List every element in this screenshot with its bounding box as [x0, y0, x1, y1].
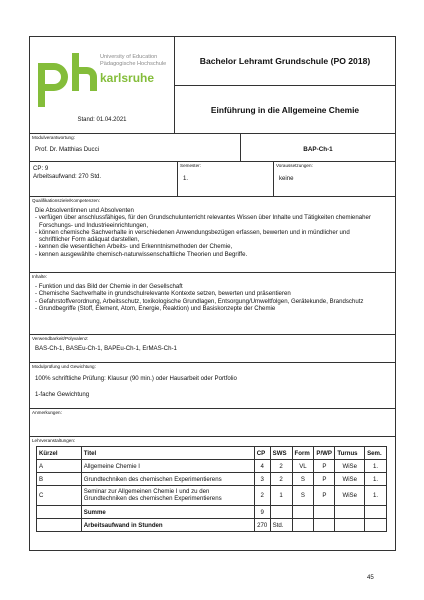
title-block: [175, 37, 395, 133]
modulverantwortung-row: [30, 134, 395, 162]
modulverantwortung-cell: [30, 134, 241, 161]
sem-cell: 1.: [365, 486, 387, 506]
form-cell: VL: [292, 460, 314, 473]
empty-cell: [314, 506, 335, 519]
empty-cell: [37, 506, 82, 519]
lehrveranstaltungen-row: [30, 437, 395, 550]
qualifikationsziele-line: Forschungs- und Industrieeinrichtungen,: [39, 221, 149, 229]
turnus-cell: WiSe: [335, 460, 365, 473]
qualifikationsziele-line: Die Absolventinnen und Absolventen: [35, 207, 134, 214]
qualifikationsziele-label: Qualifikationsziele/Kompetenzen:: [32, 198, 100, 203]
qualifikationsziele-line: - kennen die wesentlichen Arbeits- und Erkenntnismethoden der Chemie,: [35, 243, 233, 251]
lehrveranstaltungen-cell: [30, 437, 395, 550]
summe-cp: 9: [254, 506, 270, 519]
module-sheet: [29, 36, 396, 551]
qualifikationsziele-line: - können chemische Sachverhalte in verschiedenen Anwendungsbezügen erfassen, bewerten und in mündlicher und: [35, 228, 350, 236]
table-row: [37, 460, 387, 473]
module-code-cell: [241, 134, 395, 161]
qualifikationsziele-line: schriftlicher Form adäquat darstellen,: [39, 236, 140, 244]
pwp-cell: P: [314, 473, 335, 486]
anmerkungen-row: [30, 409, 395, 437]
table-row: [37, 486, 387, 506]
module-code: BAP-Ch-1: [303, 146, 333, 153]
empty-cell: [37, 519, 82, 532]
empty-cell: [292, 519, 314, 532]
col-header: Kürzel: [37, 447, 82, 460]
table-header-row: [37, 447, 387, 460]
aufwand-value: 270: [254, 519, 270, 532]
empty-cell: [292, 506, 314, 519]
ph-karlsruhe-logo: [36, 51, 170, 111]
header-row: [30, 37, 395, 134]
summe-row: [37, 506, 387, 519]
col-header: P/WP: [314, 447, 335, 460]
aufwand-row: [37, 519, 387, 532]
logo-city: karlsruhe: [100, 71, 155, 85]
page-number: 45: [367, 574, 374, 581]
modulpruefung-line2: 1-fache Gewichtung: [35, 391, 90, 398]
logo-line2: Pädagogische Hochschule: [100, 61, 167, 67]
col-header: Form: [292, 447, 314, 460]
inhalte-list: [35, 283, 363, 312]
col-header: SWS: [270, 447, 292, 460]
qualifikationsziele-cell: [30, 197, 395, 272]
semester-cell: [178, 162, 274, 196]
pwp-cell: P: [314, 460, 335, 473]
anmerkungen-label: Anmerkungen:: [32, 410, 62, 415]
voraussetzungen-cell: [274, 162, 395, 196]
modulverantwortung-label: Modulverantwortung:: [32, 135, 75, 140]
titel-cell: Allgemeine Chemie I: [81, 460, 254, 473]
empty-cell: [335, 519, 365, 532]
arbeitsaufwand-value: Arbeitsaufwand: 270 Std.: [33, 173, 102, 180]
cp-cell: 2: [254, 486, 270, 506]
lehrveranstaltungen-label: Lehrveranstaltungen:: [32, 438, 76, 443]
cp-cell: [30, 162, 178, 196]
aufwand-label: Arbeitsaufwand in Stunden: [81, 519, 254, 532]
sws-cell: 1: [270, 486, 292, 506]
program-title: Bachelor Lehramt Grundschule (PO 2018): [175, 37, 395, 86]
cp-value: CP: 9: [33, 165, 49, 172]
modulpruefung-row: [30, 363, 395, 409]
titel-cell: Grundtechniken des chemischen Experimentierens: [81, 473, 254, 486]
col-header: CP: [254, 447, 270, 460]
aufwand-unit: Std.: [270, 519, 292, 532]
sws-cell: 2: [270, 473, 292, 486]
lehrveranstaltungen-table: [36, 446, 387, 532]
cp-cell: 3: [254, 473, 270, 486]
turnus-cell: WiSe: [335, 486, 365, 506]
semester-label: Semester:: [180, 163, 201, 168]
anmerkungen-cell: [30, 409, 395, 436]
kuerzel-cell: A: [37, 460, 82, 473]
table-row: [37, 473, 387, 486]
empty-cell: [314, 519, 335, 532]
verwendbarkeit-value: BAS-Ch-1, BASEu-Ch-1, BAPEu-Ch-1, ErMAS-Ch-1: [35, 345, 177, 352]
logo-block: [30, 37, 175, 133]
qualifikationsziele-line: - kennen ausgewählte chemisch-naturwissenschaftliche Theorien und Begriffe.: [35, 250, 248, 258]
sws-cell: 2: [270, 460, 292, 473]
voraussetzungen-value: keine: [279, 175, 294, 182]
form-cell: S: [292, 486, 314, 506]
modulpruefung-cell: [30, 363, 395, 408]
empty-cell: [365, 519, 387, 532]
sem-cell: 1.: [365, 473, 387, 486]
col-header: Sem.: [365, 447, 387, 460]
module-title: Einführung in die Allgemeine Chemie: [210, 104, 360, 115]
kuerzel-cell: C: [37, 486, 82, 506]
col-header: Turnus: [335, 447, 365, 460]
titel-cell: Seminar zur Allgemeinen Chemie I und zu den Grundtechniken des chemischen Experimentierens: [81, 486, 254, 506]
cp-cell: 4: [254, 460, 270, 473]
modulverantwortung-value: Prof. Dr. Matthias Ducci: [35, 146, 100, 153]
stand-date: Stand: 01.04.2021: [77, 117, 127, 123]
inhalte-label: Inhalte:: [32, 274, 48, 279]
inhalte-line: - Chemische Sachverhalte in grundschulrelevante Kontexte setzen, bewerten und präsentieren: [35, 290, 291, 298]
verwendbarkeit-cell: [30, 335, 395, 362]
empty-cell: [365, 506, 387, 519]
empty-cell: [335, 506, 365, 519]
summe-label: Summe: [81, 506, 254, 519]
modulpruefung-label: Modulprüfung und Gewichtung:: [32, 364, 96, 369]
inhalte-row: [30, 273, 395, 335]
modulpruefung-line1: 100% schriftliche Prüfung: Klausur (90 min.) oder Hausarbeit oder Portfolio: [35, 375, 237, 382]
col-header: Titel: [81, 447, 254, 460]
pwp-cell: P: [314, 486, 335, 506]
turnus-cell: WiSe: [335, 473, 365, 486]
voraussetzungen-label: Voraussetzungen:: [276, 163, 313, 168]
verwendbarkeit-label: Verwendbarkeit/Polyvalenz:: [32, 336, 89, 341]
logo-line1: University of Education: [100, 54, 158, 60]
verwendbarkeit-row: [30, 335, 395, 363]
sem-cell: 1.: [365, 460, 387, 473]
form-cell: S: [292, 473, 314, 486]
semester-value: 1.: [183, 175, 189, 182]
qualifikationsziele-list: [35, 207, 371, 258]
inhalte-line: - Funktion und das Bild der Chemie in der Gesellschaft: [35, 283, 183, 290]
qualifikationsziele-line: - verfügen über anschlussfähiges, für den Grundschulunterricht relevantes Wissen über Inhalte und Tätigkeiten chemienaher: [35, 214, 371, 222]
empty-cell: [270, 506, 292, 519]
inhalte-line: - Grundbegriffe (Stoff, Element, Atom, Energie, Reaktion) und Basiskonzepte der Chemie: [35, 304, 276, 312]
qualifikationsziele-row: [30, 197, 395, 273]
inhalte-line: - Gefahrstoffverordnung, Arbeitsschutz, toxikologische Grundlagen, Entsorgung/Umweltfolgen, Gerätekunde, Brandschutz: [35, 297, 364, 305]
kuerzel-cell: B: [37, 473, 82, 486]
inhalte-cell: [30, 273, 395, 334]
facts-row: [30, 162, 395, 197]
